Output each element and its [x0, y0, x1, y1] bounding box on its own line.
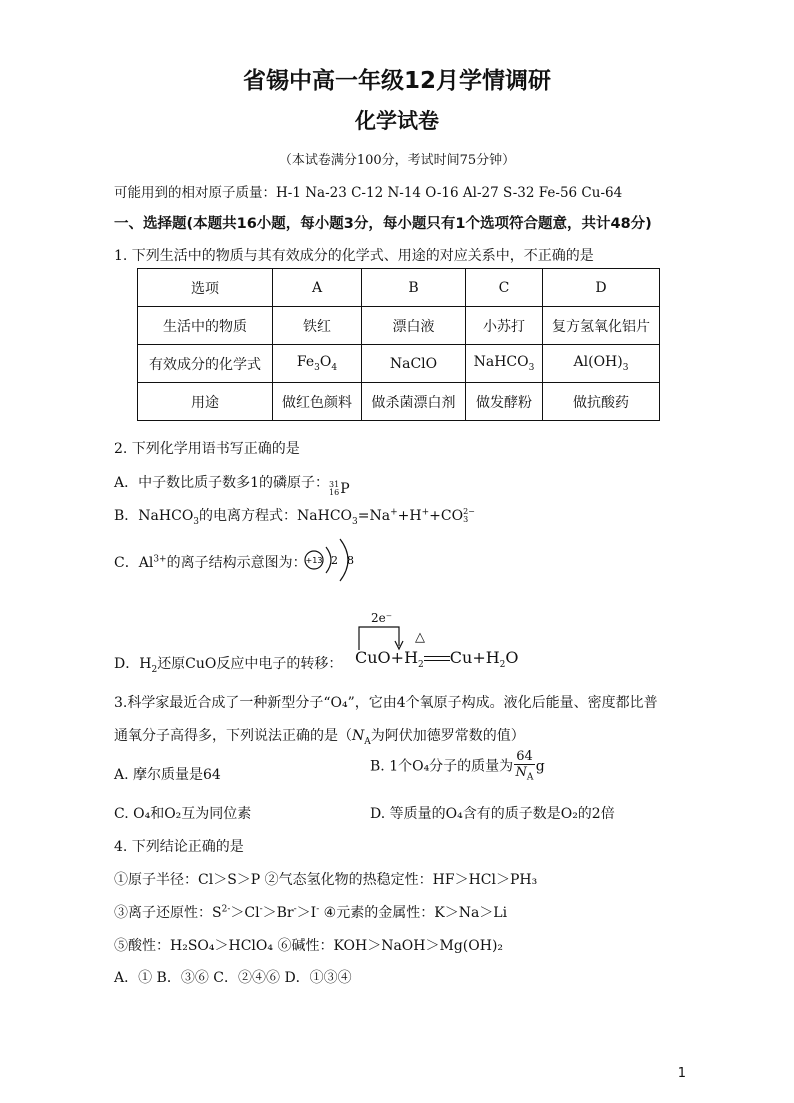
- q4-stem: 4. 下列结论正确的是: [114, 839, 244, 855]
- q2-c-text: 的离子结构示意图为：: [166, 555, 307, 571]
- table-row: [138, 345, 660, 383]
- q2-option-a: [114, 472, 350, 497]
- q2-b-equation: NaHCO$_3$=Na++H++CO 2− 3: [297, 507, 475, 527]
- q4-s2-part: ＞I: [296, 905, 317, 921]
- q2-stem: 2. 下列化学用语书写正确的是: [114, 441, 300, 457]
- q2-c-ion: $Al^{3+}$: [138, 554, 167, 571]
- exam-title: 省锡中高一年级12月学情调研: [242, 68, 551, 94]
- fraction-denominator: $N_A$: [515, 765, 534, 783]
- q3-line-2-start: 通氧分子高得多，下列说法正确的是（: [114, 728, 352, 744]
- q4-s2-part: ＞Br: [262, 905, 294, 921]
- q3-line-2-end: 为阿伏加德罗常数的值）: [370, 728, 525, 744]
- q3-b-text: B. 1个O₄分子的质量为: [370, 758, 514, 775]
- table-cell: D: [543, 269, 660, 307]
- q3-option-a: A. 摩尔质量是64: [114, 767, 221, 783]
- q2-b-text: 的电离方程式：: [199, 508, 298, 524]
- q4-options: A．① B．③⑥ C．②④⑥ D．①③④: [114, 970, 352, 986]
- q3-option-b: [370, 750, 545, 783]
- q2-option-c: [114, 552, 307, 572]
- q4-s2-part: ④元素的金属性：K＞Na＞Li: [319, 905, 508, 921]
- q4-statement-2: ③离子还原性：$S^{2-}>Cl^->Br^->I^-$ ④元素的金属性：K＞Na＞Li: [114, 904, 508, 921]
- bracket-line: [359, 627, 399, 650]
- q1-table: [137, 268, 660, 421]
- table-cell: 做抗酸药: [543, 383, 660, 421]
- nucleus-charge: +13: [305, 556, 323, 565]
- table-row: [138, 269, 660, 307]
- page-number: 1: [677, 1066, 686, 1081]
- table-cell: 有效成分的化学式: [138, 345, 273, 383]
- electron-count-label: 2e⁻: [371, 611, 393, 625]
- table-cell-formula-c: NaHCO$_3$: [466, 345, 543, 383]
- fraction-numerator: 64: [516, 749, 533, 764]
- table-cell-formula-d: $Al(OH)_3$: [543, 345, 660, 383]
- table-row: [138, 307, 660, 345]
- table-cell: 选项: [138, 269, 273, 307]
- shell-2-count: 8: [347, 554, 354, 567]
- q2-d-text: 还原CuO反应中电子的转移：: [157, 656, 343, 672]
- q3-option-c: C. O₄和O₂互为同位素: [114, 806, 252, 822]
- q3-b-unit: g: [535, 758, 545, 775]
- al-ion-diagram: [300, 534, 364, 586]
- table-cell: 漂白液: [362, 307, 466, 345]
- q2-d-equation: $CuO+H_2$ $Cu+H_2O$: [355, 648, 519, 671]
- atomic-masses: 可能用到的相对原子质量：H-1 Na-23 C-12 N-14 O-16 Al-27 S-32 Fe-56 Cu-64: [114, 185, 623, 201]
- q3-b-fraction: [514, 750, 535, 783]
- table-cell: 复方氢氧化铝片: [543, 307, 660, 345]
- q2-a-formula: 31 16 P: [329, 480, 350, 497]
- q2-option-d: [114, 653, 342, 675]
- q2-d-prefix: D．: [114, 656, 140, 672]
- table-cell: 做发酵粉: [466, 383, 543, 421]
- q2-b-formula: NaHCO$_3$: [138, 508, 200, 527]
- table-cell-formula-a: $Fe_3O_4$: [273, 345, 362, 383]
- table-cell: 做杀菌漂白剂: [362, 383, 466, 421]
- table-cell: NaClO: [362, 345, 466, 383]
- q4-s2-part: ③离子还原性：S: [114, 905, 222, 921]
- q1-stem: 1. 下列生活中的物质与其有效成分的化学式、用途的对应关系中，不正确的是: [114, 248, 594, 264]
- table-cell: 铁红: [273, 307, 362, 345]
- table-cell: 小苏打: [466, 307, 543, 345]
- table-cell: B: [362, 269, 466, 307]
- table-cell: 生活中的物质: [138, 307, 273, 345]
- q4-s2-part: ＞Cl: [230, 905, 260, 921]
- q2-a-text: A．中子数比质子数多1的磷原子：: [114, 475, 330, 491]
- table-row: [138, 383, 660, 421]
- shell-1-count: 2: [331, 554, 338, 567]
- q4-statement-1: ①原子半径：Cl＞S＞P ②气态氢化物的热稳定性：HF＞HCl＞PH₃: [114, 872, 538, 888]
- table-cell: A: [273, 269, 362, 307]
- exam-note: （本试卷满分100分，考试时间75分钟）: [278, 153, 516, 168]
- q3-option-d: D. 等质量的O₄含有的质子数是O₂的2倍: [370, 806, 615, 822]
- q4-statement-3: ⑤酸性：H₂SO₄＞HClO₄ ⑥碱性：KOH＞NaOH＞Mg(OH)₂: [114, 938, 504, 954]
- table-cell: 用途: [138, 383, 273, 421]
- q2-d-h2: $H_2$: [139, 656, 158, 675]
- q2-b-prefix: B．: [114, 508, 139, 524]
- section-heading: 一、选择题(本题共16小题，每小题3分，每小题只有1个选项符合题意，共计48分): [114, 216, 652, 232]
- q2-c-prefix: C．: [114, 555, 139, 571]
- q3-line-1: 3.科学家最近合成了一种新型分子“O₄”，它由4个氧原子构成。液化后能量、密度都比普: [114, 695, 658, 711]
- q2-option-b: [114, 505, 475, 527]
- q3-line-2: 通氧分子高得多，下列说法正确的是（$N_A$为阿伏加德罗常数的值）: [114, 728, 525, 747]
- table-cell: C: [466, 269, 543, 307]
- table-cell: 做红色颜料: [273, 383, 362, 421]
- avogadro-symbol: N: [352, 728, 365, 744]
- heat-triangle: △: [415, 630, 425, 645]
- exam-subtitle: 化学试卷: [355, 109, 439, 133]
